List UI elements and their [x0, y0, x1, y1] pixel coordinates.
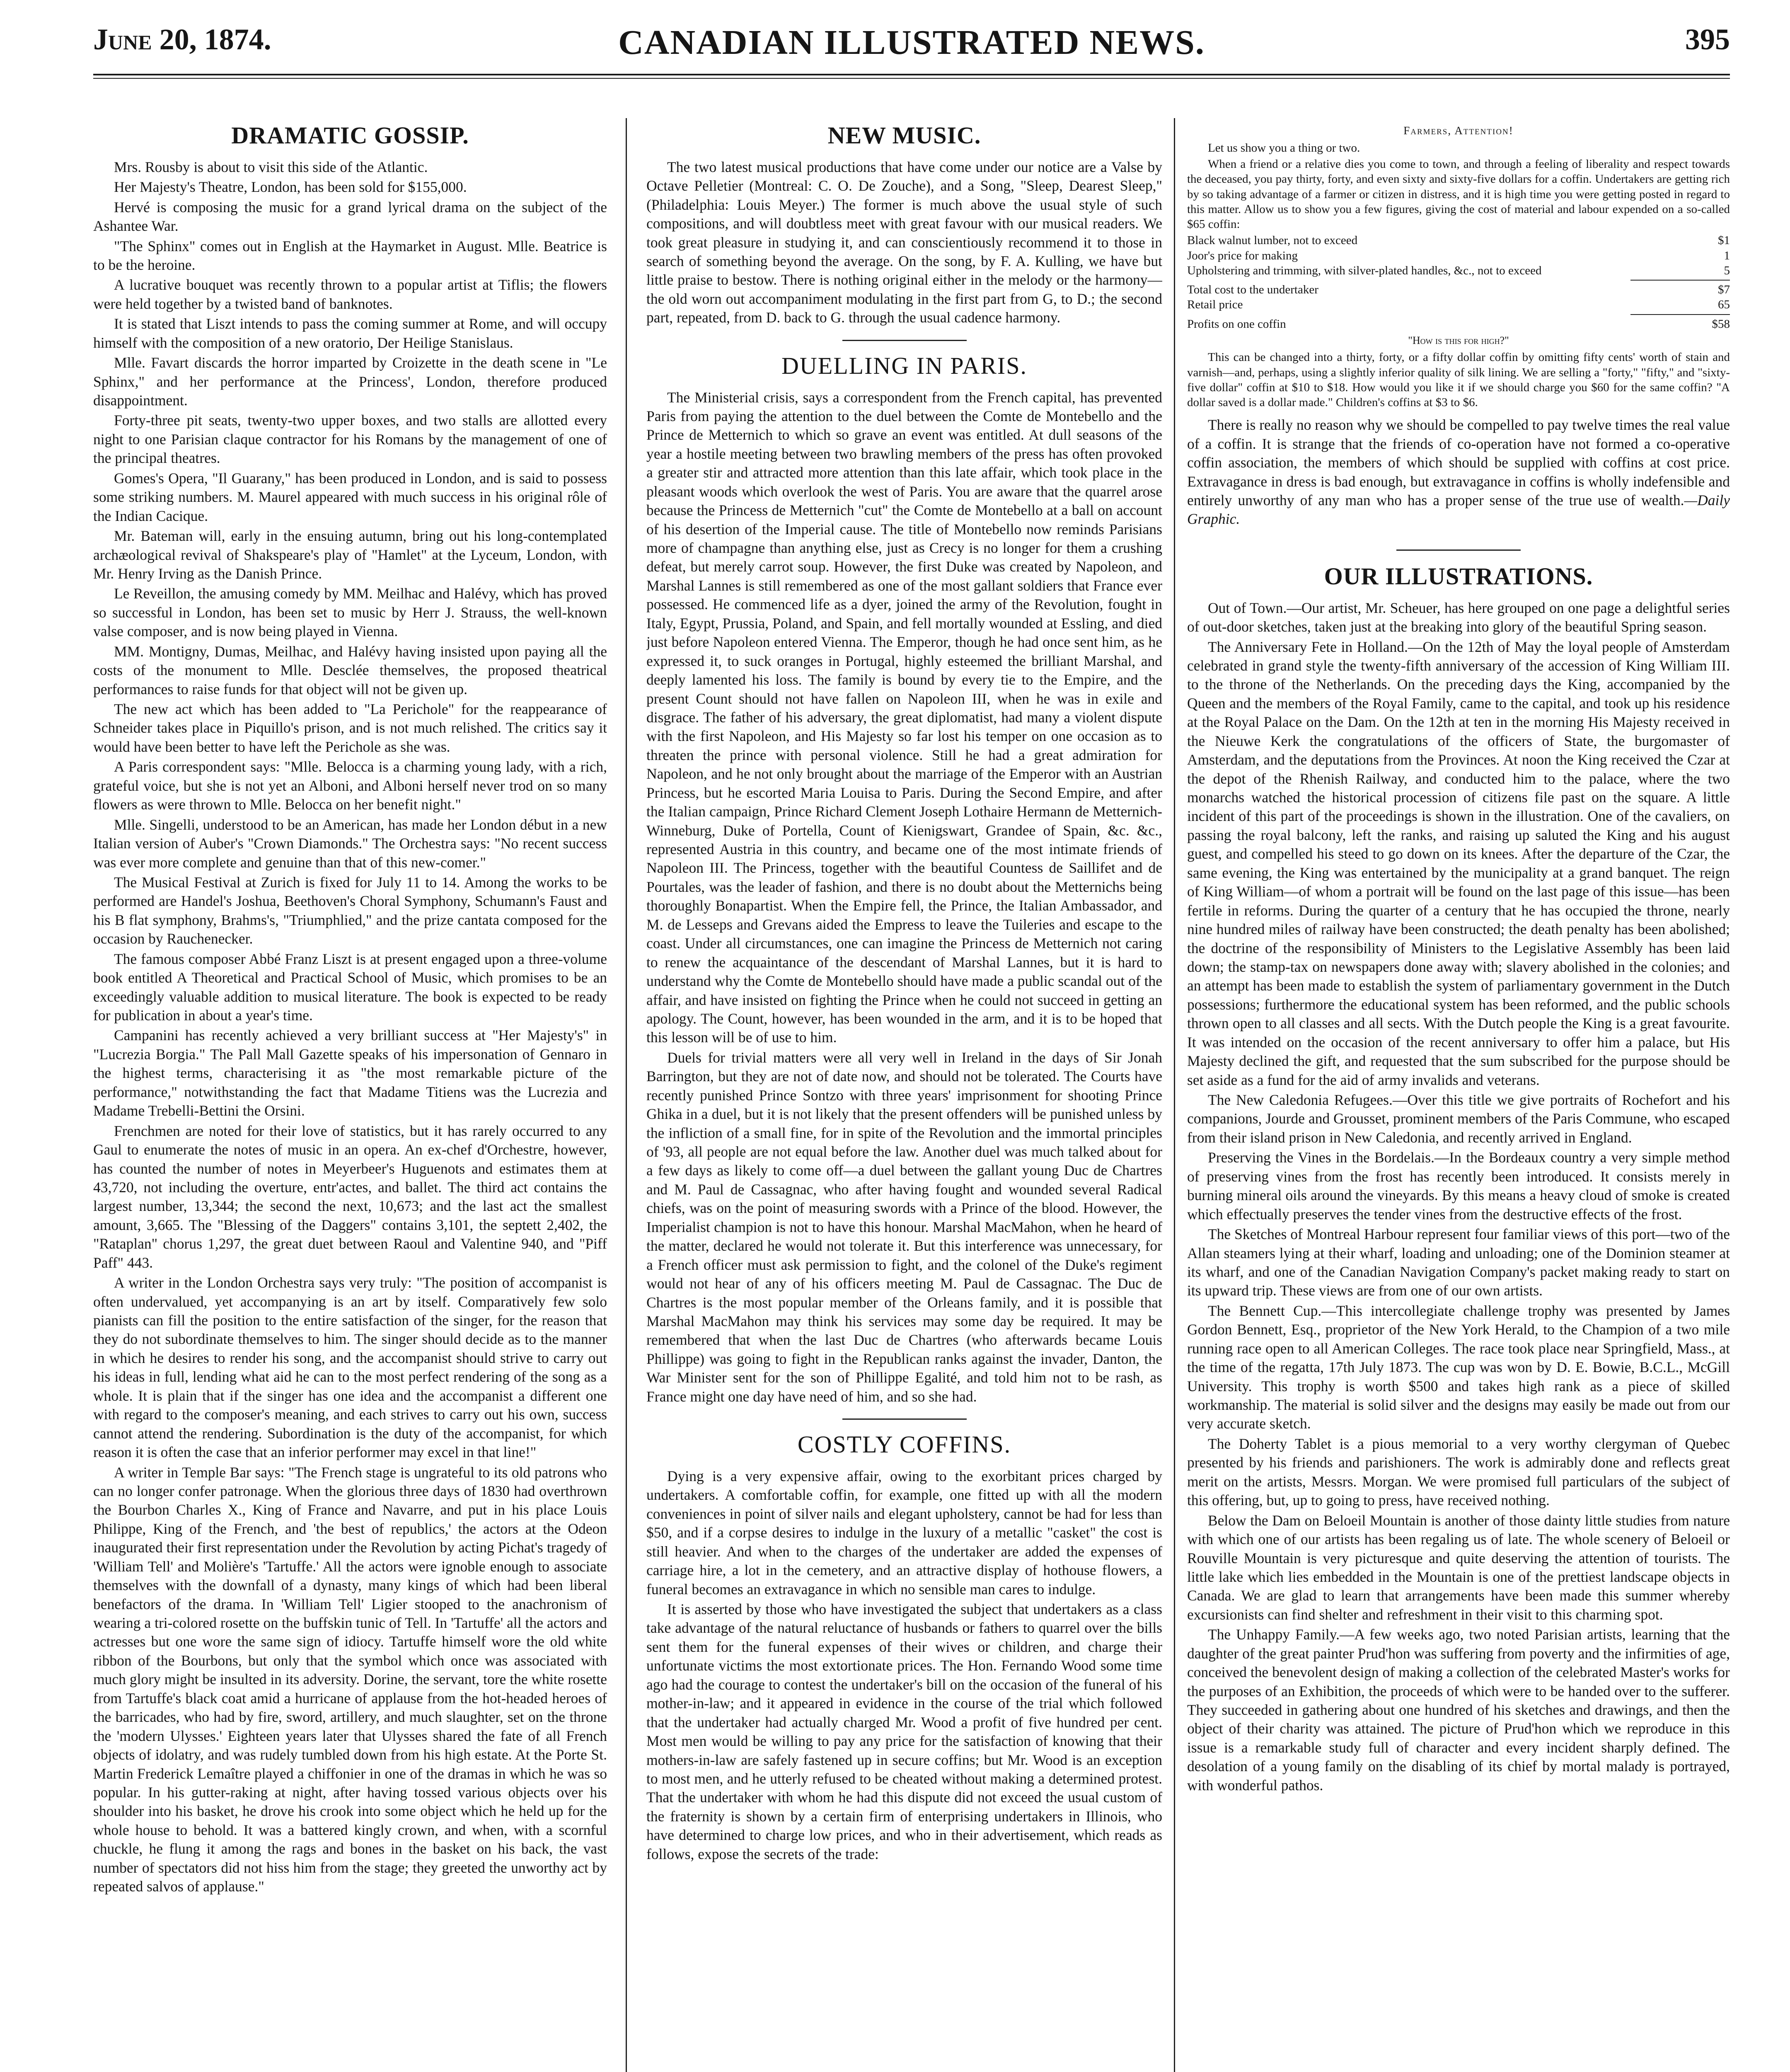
illustrations-paragraph: The Anniversary Fete in Holland.—On the 12th of May the loyal people of Amsterdam celebrated in grand style the twenty-fifth anniversary of the accession of King William III. to the throne of the Netherlands. On the preceding days the King, accompanied by the Queen and the members of the Royal Family, came to the capital, and took up his residence at the Royal Palace on the Dam. On the 12th at ten in the morning His Majesty received in the Nieuwe Kerk the congratulations of the officers of State, the burgomaster of Amsterdam, and the deputations from the Provinces. At noon the King received the Czar at the depot of the Rhenish Railway, and conducted him to the palace, where the two monarchs watched the historical procession of citizens file past on the square. A little incident of this part of the proceedings is shown in the illustration. One of the cavaliers, on passing the royal balcony, left the ranks, and raising up saluted the King and his august guest, and compelled his steed to go down on its knees. After the departure of the Czar, the same evening, the King was entertained by the municipality at a grand banquet. The reign of King William—of whom a portrait will be found on the last page of this issue—has been fertile in reforms. During the quarter of a century that he has occupied the throne, nearly nine hundred miles of railway have been constructed; the death penalty has been abolished; the doctrine of the responsibility of Ministers to the Legislative Assembly has been laid down; the stamp-tax on newspapers done away with; slavery abolished in the colonies; and an attempt has been made to establish the system of parliamentary government in the Dutch possessions; furthermore the educational system has been reformed, and the public schools thrown open to all classes and all sects. With the Dutch people the King is a great favourite. It was intended on the occasion of the recent anniversary to offer him a palace, but His Majesty declined the gift, and requested that the sum subscribed for the purpose should be set aside as a fund for the aid of army invalids and veterans.: [1187, 638, 1730, 1088]
new-music-body: [646, 158, 1162, 327]
price-row: [1187, 263, 1730, 278]
page-header: [93, 14, 1730, 68]
sum-rule: [1630, 314, 1730, 315]
price-row: [1187, 233, 1730, 248]
dramatic-gossip-paragraph: Mrs. Rousby is about to visit this side of the Atlantic.: [114, 158, 428, 175]
price-label: Black walnut lumber, not to exceed: [1187, 234, 1358, 247]
new-music-heading: NEW MUSIC.: [827, 122, 981, 149]
illustrations-heading: OUR ILLUSTRATIONS.: [1324, 562, 1593, 590]
section-divider: [842, 340, 967, 341]
undertaker-advertisement: [1187, 124, 1730, 410]
section-divider: [842, 1418, 967, 1420]
price-amount: $58: [1712, 317, 1730, 331]
section-divider: [1396, 549, 1521, 551]
sum-rule: [1630, 280, 1730, 281]
dramatic-gossip-paragraph: Campanini has recently achieved a very brilliant success at "Her Majesty's" in "Lucrezia Borgia." The Pall Mall Gazette speaks of his impersonation of Gennaro in the highest terms, characterising it as "the most remarkable picture of the performance," notwithstanding the fact that Madame Titiens was the Lucrezia and Madame Trebelli-Bettini the Orsini.: [93, 1027, 607, 1119]
coffins-heading: COSTLY COFFINS.: [797, 1431, 1011, 1458]
illustrations-paragraph: The Unhappy Family.—A few weeks ago, two noted Parisian artists, learning that the daughter of the great painter Prud'hon was suffering from poverty and the infirmities of age, conceived the benevolent design of making a collection of the celebrated Master's works for the purposes of an Exhibition, the proceeds of which were to be handed over to the sufferer. They succeeded in gathering about one hundred of his sketches and drawings, and then the object of their charity was attained. The picture of Prud'hon which we reproduce in this issue is a remarkable study full of character and every incident sharply defined. The desolation of a young family on the disabling of its chief by mortal malady is portrayed, with wonderful pathos.: [1187, 1626, 1730, 1794]
illustrations-paragraph: The Sketches of Montreal Harbour represent four familiar views of this port—two of the Allan steamers lying at their wharf, loading and unloading; one of the Dominion steamer at its wharf, and one of the Canadian Navigation Company's packet making ready to start on its upward trip. These views are from one of our own artists.: [1187, 1226, 1730, 1299]
dramatic-gossip-paragraph: Mlle. Singelli, understood to be an American, has made her London début in a new Italian version of Auber's "Crown Diamonds." The Orchestra says: "No recent success was ever more complete and genuine than that of this new-comer.": [93, 816, 607, 871]
price-row: [1187, 297, 1730, 312]
column-divider-1: [626, 118, 627, 2072]
column-2: [646, 118, 1162, 2072]
dramatic-gossip-paragraph: Mr. Bateman will, early in the ensuing autumn, bring out his long-contemplated archæological revival of Shakspeare's play of "Hamlet" at the Lyceum, London, with Mr. Henry Irving as the Danish Prince.: [93, 528, 607, 582]
price-label: Joor's price for making: [1187, 249, 1298, 262]
price-label: Upholstering and trimming, with silver-plated handles, &c., not to exceed: [1187, 264, 1542, 277]
dramatic-gossip-paragraph: Le Reveillon, the amusing comedy by MM. Meilhac and Halévy, which has proved so successful in London, has been set to music by Herr J. Strauss, the well-known valse composer, and is now being played in Vienna.: [93, 585, 607, 640]
price-amount: $7: [1718, 283, 1730, 296]
dramatic-gossip-paragraph: MM. Montigny, Dumas, Meilhac, and Halévy having insisted upon paying all the costs of the monument to Mlle. Desclée themselves, the proposed theatrical performances to raise funds for that object will not be given up.: [93, 643, 607, 697]
dramatic-gossip-paragraph: Her Majesty's Theatre, London, has been sold for $155,000.: [114, 179, 467, 196]
header-rule-top: [93, 74, 1730, 75]
price-row: [1187, 282, 1730, 297]
advert-line: When a friend or a relative dies you come to town, and through a feeling of liberality and respect towards the deceased, you pay thirty, forty, and even sixty and sixty-five dollars for a coffin. Undertakers are getting rich by so taking advantage of a farmer or citizen in distress, and it is high time you were getting posted in regard to this matter. Allow us to show you a few figures, giving the cost of material and labour expended on a so-called $65 coffin:: [1187, 157, 1730, 231]
dramatic-gossip-paragraph: Mlle. Favart discards the horror imparted by Croizette in the death scene in "Le Sphinx," and her performance at the Princess', London, therefore produced disappointment.: [93, 354, 607, 409]
dramatic-gossip-paragraph: Hervé is composing the music for a grand lyrical drama on the subject of the Ashantee War.: [93, 198, 607, 235]
advert-price-table: [1187, 233, 1730, 332]
illustrations-body: [1187, 599, 1730, 1795]
price-label: Total cost to the undertaker: [1187, 283, 1318, 296]
price-label: Retail price: [1187, 298, 1243, 312]
coffins-body: [646, 1467, 1162, 1864]
dramatic-gossip-heading: DRAMATIC GOSSIP.: [231, 122, 469, 149]
dramatic-gossip-paragraph: A Paris correspondent says: "Mlle. Belocca is a charming young lady, with a rich, grateful voice, but she is not yet an Alboni, and Alboni herself never trod on so many flowers as were thrown to Mlle. Belocca on her benefit night.": [93, 758, 607, 813]
illustrations-paragraph: The Doherty Tablet is a pious memorial to a very worthy clergyman of Quebec presented by his friends and parishioners. The work is admirably done and reflects great merit on the artists, Messrs. Morgan. We were promised full particulars of the subject of this offering, but, up to going to press, have received nothing.: [1187, 1435, 1730, 1509]
duelling-paragraph: The Ministerial crisis, says a correspondent from the French capital, has prevented Paris from paying the attention to the duel between the Comte de Montebello and the Prince de Metternich to which so grave an event was entitled. At dull seasons of the year a hostile meeting between two brawling members of the press has often provoked a greater stir and attracted more attention than this late affair, which took place in the pleasant woods which overlook the west of Paris. You are aware that the quarrel arose because the Princess de Metternich "cut" the Comte de Montebello at a ball on account of his desertion of the Imperial cause. The title of Montebello now reminds Parisians more of champagne than anything else, just as Crecy is no longer for them a crushing defeat, but merely carrot soup. However, the first Duke was created by Napoleon, and Marshal Lannes is still remembered as one of the most gallant soldiers that France ever possessed. He commenced life as a dyer, joined the army of the Revolution, fought in Italy, Egypt, Prussia, Poland, and Spain, and fell mortally wounded at Essling, and died just before Napoleon entered Vienna. The Emperor, though he had once sent him, as he expressed it, to suck oranges in Portugal, highly esteemed the brilliant Marshal, and deeply lamented his loss. The family is bound by every tie to the Empire, and the present Count should not have fallen on Napoleon III, when he was in exile and disgrace. The father of his adversary, the great diplomatist, had many a violent dispute with the first Napoleon, and His Majesty so far lost his temper on one occasion as to threaten the prince with personal violence. Still he had a great admiration for Napoleon, and he not only brought about the marriage of the Emperor with an Austrian Princess, but he escorted Maria Louisa to Paris. During the Second Empire, and after the Italian campaign, Prince Richard Clement Joseph Lothaire Hermann de Metternich-Winneburg, Duke of Portella, Count of Kienigswart, Grandee of Spain, &c. &c., represented Austria in this country, and became one of the most intimate friends of Napoleon III. The Princess, together with the beautiful Countess de Saillifet and de Pourtales, was the leader of fashion, and there is no doubt about the Metternichs being thoroughly Bonapartist. When the Empire fell, the Prince, the Italian Ambassador, and M. de Lesseps and Grevans aided the Empress to leave the Tuileries and escape to the coast. Under all circumstances, one can imagine the Princess de Metternich not caring to renew the acquaintance of the descendant of Marshal Lannes, but it is hard to understand why the Comte de Montebello should have made a public scandal out of the affair, and have insisted on fighting the Prince when he could not succeed in getting an apology. The Count, however, has been wounded in the arm, and it is to be hoped that this lesson will be of use to him.: [646, 389, 1162, 1046]
dramatic-gossip-paragraph: It is stated that Liszt intends to pass the coming summer at Rome, and will occupy himself with the composition of a new oratorio, Der Heilige Stanislaus.: [93, 315, 607, 351]
illustrations-paragraph: The New Caledonia Refugees.—Over this title we give portraits of Rochefort and his companions, Jourde and Grousset, prominent members of the Paris Commune, who escaped from their island prison in New Caledonia, and recently arrived in England.: [1187, 1092, 1730, 1146]
column-3: [1187, 118, 1730, 2072]
duelling-paragraph: Duels for trivial matters were all very well in Ireland in the days of Sir Jonah Barrington, but they are not of date now, and should not be tolerated. The Courts have recently punished Prince Sontzo with three years' imprisonment for shooting Prince Ghika in a duel, but it is not likely that the present offenders will be punished unless by the infliction of a small fine, for in spite of the Revolution and the immortal principles of '93, all people are not equal before the law. Another duel was much talked about for a few days as likely to come off—a duel between the gallant young Duc de Chartres and M. Paul de Cassagnac, who after having fought and wounded several Radical chiefs, was on the point of measuring swords with a Prince of the blood. However, the Imperialist champion is not to have this honour. Marshal MacMahon, when he heard of the matter, declared he would not tolerate it. But this interference was unnecessary, for a French officer must ask permission to fight, and the colonel of the Duke's regiment would not hear of any of his officers meeting M. Paul de Cassagnac. The Duc de Chartres is the most popular member of the Orleans family, and it is possible that Marshal MacMahon may think his services may some day be required. It may be remembered that when the last Duc de Chartres (who afterwards became Louis Phillippe) was going to fight in the Republican ranks against the invader, Danton, the War Minister sent for the son of Phillippe Egalité, and told him not to be rash, as France might one day have need of him, and so she had.: [646, 1049, 1162, 1405]
dramatic-gossip-paragraph: Forty-three pit seats, twenty-two upper boxes, and two stalls are allotted every night to one Parisian claque contractor for his Romans by the management of one of the principal theatres.: [93, 412, 607, 467]
illustrations-paragraph: The Bennett Cup.—This intercollegiate challenge trophy was presented by James Gordon Bennett, Esq., proprietor of the New York Herald, to the Champion of a two mile running race open to all American Colleges. The race took place near Springfield, Mass., at the time of the regatta, 17th July 1873. The cup was won by D. E. Bowie, B.C.L., McGill University. This trophy is worth $500 and takes high rank as a piece of skilled workmanship. The material is solid silver and the designs may easily be made out from our very accurate sketch.: [1187, 1302, 1730, 1432]
price-amount: 1: [1724, 249, 1730, 262]
duelling-heading: DUELLING IN PARIS.: [781, 352, 1027, 379]
coffins-source: —Daily Graphic.: [1187, 492, 1730, 528]
dramatic-gossip-paragraph: Gomes's Opera, "Il Guarany," has been produced in London, and is said to possess some striking numbers. M. Maurel appeared with much success in his original rôle of the Indian Cacique.: [93, 470, 607, 524]
advert-lines: [1187, 140, 1730, 232]
illustrations-paragraph: Below the Dam on Beloeil Mountain is another of those dainty little studies from nature with which one of our artists has been regaling us of late. The whole scenery of Beloeil or Rouville Mountain is very picturesque and quite deserving the attention of tourists. The little lake which lies embedded in the Mountain is one of the prettiest landscape objects in Canada. We are glad to learn that arrangements have been made this summer whereby excursionists can find shelter and refreshment in their visit to this charming spot.: [1187, 1512, 1730, 1623]
dramatic-gossip-body: [93, 158, 607, 1896]
page-number: 395: [1685, 23, 1730, 56]
dramatic-gossip-paragraph: A writer in the London Orchestra says very truly: "The position of accompanist is often undervalued, yet accompanying is an art by itself. Comparatively few solo pianists can fill the position to the entire satisfaction of the singer, for the reason that they do not subordinate themselves to him. The singer should decide as to the manner in which he desires to render his song, and the accompanist should strive to carry out his ideas in full, lending what aid he can to the most perfect rendering of the song as a whole. It is plain that if the singer has one idea and the accompanist a different one with regard to the composer's meaning, and each strives to carry out his own, success cannot attend the rendering. Subordination is the duty of the accompanist, for which reason it is often the case that an inferior performer may excel in that line!": [93, 1274, 607, 1461]
price-label: Profits on one coffin: [1187, 317, 1286, 331]
column-divider-2: [1174, 118, 1175, 2072]
price-amount: 5: [1724, 264, 1730, 277]
dramatic-gossip-paragraph: A lucrative bouquet was recently thrown to a popular artist at Tiflis; the flowers were held together by a twisted band of banknotes.: [93, 276, 607, 312]
price-amount: $1: [1718, 234, 1730, 247]
advert-tail: This can be changed into a thirty, forty, or a fifty dollar coffin by omitting fifty cents' worth of stain and varnish—and, perhaps, using a slightly inferior quality of silk lining. We are selling a "forty," "fifty," and "sixty-five dollar" coffin at $10 to $18. How would you like it if we should charge you $60 for the same coffin? "A dollar saved is a dollar made." Children's coffins at $3 to $6.: [1187, 351, 1730, 409]
dramatic-gossip-paragraph: A writer in Temple Bar says: "The French stage is ungrateful to its old patrons who can no longer confer patronage. When the glorious three days of 1830 had overthrown the Bourbon Charles X., King of France and Navarre, and put in his place Louis Philippe, King of the French, and 'the best of republics,' the actors at the Odeon inaugurated their first representation under the Revolution by acting Pichat's tragedy of 'William Tell' and Molière's 'Tartuffe.' All the actors were ignoble enough to associate themselves with the downfall of a dynasty, many kings of which had been liberal benefactors of the drama. In 'William Tell' Ligier stooped to the anachronism of wearing a tri-colored rosette on the buffskin tunic of Tell. In 'Tartuffe' all the actors and actresses but one wore the same sign of idiocy. Tartuffe himself wore the old white ribbon of the Bourbons, but only that the symbol which once was associated with much glory might be insulted in its adversity. Dorine, the servant, tore the white rosette from Tartuffe's black coat amid a hurricane of applause from the hot-headed heroes of the barricades, who had by fire, sword, artillery, and much slaughter, set on the throne the 'modern Ulysses.' Eighteen years later that Ulysses shared the fate of all French objects of idolatry, and was rudely tumbled down from his high estate. At the Porte St. Martin Frederick Lemaître played a chiffonier in one of the dramas in which he was so popular. In his gutter-raking at night, after having tossed various objects over his shoulder into his basket, he drove his crook into some object which he held up for the whole house to behold. It was a battered kingly crown, and when, with a scornful chuckle, he flung it among the rags and bones in the basket on his back, the vast number of spectators did not hiss him from the stage; they greeted the unworthy act by repeated salvos of applause.": [93, 1464, 607, 1895]
dramatic-gossip-paragraph: The new act which has been added to "La Perichole" for the reappearance of Schneider takes place in Piquillo's prison, and is not much relished. The critics say it would have been better to have left the Perichole as she was.: [93, 701, 607, 755]
dramatic-gossip-paragraph: Frenchmen are noted for their love of statistics, but it has rarely occurred to any Gaul to enumerate the notes of music in an opera. An ex-chef d'Orchestre, however, has counted the number of notes in Meyerbeer's Huguenots and estimates them at 43,720, not including the overture, entr'actes, and ballet. The third act contains the largest number, 13,344; the second the next, 10,673; and the last act the smallest amount, 3,665. The "Blessing of the Daggers" contains 3,101, the septett 2,402, the "Rataplan" chorus 1,297, the great duet between Raoul and Valentine 940, and "Piff Paff" 443.: [93, 1122, 607, 1271]
new-music-paragraph: The two latest musical productions that have come under our notice are a Valse by Octave Pelletier (Montreal: C. O. De Zouche), and a Song, "Sleep, Dearest Sleep," (Philadelphia: Louis Meyer.) The former is much above the usual style of such compositions, and will doubtless meet with great favour with our musical readers. We took great pleasure in studying it, and can conscientiously recommend it to those in search of something beyond the average. On the song, by F. A. Kulling, we have but little praise to bestow. There is nothing original either in the melody or the harmony—the old worn out accompaniment modulating in the first part from G, to D.; the second part, repeated, from D. back to G. through the usual cadence harmony.: [646, 158, 1162, 326]
advert-heading: Farmers, Attention!: [1403, 124, 1514, 137]
price-row: [1187, 248, 1730, 263]
price-amount: 65: [1718, 298, 1730, 312]
illustrations-paragraph: Out of Town.—Our artist, Mr. Scheuer, has here grouped on one page a delightful series of out-door sketches, taken just at the breaking into glory of the beautiful Spring season.: [1187, 599, 1730, 635]
dramatic-gossip-paragraph: "The Sphinx" comes out in English at the Haymarket in August. Mlle. Beatrice is to be the heroine.: [93, 237, 607, 273]
masthead-title: CANADIAN ILLUSTRATED NEWS.: [618, 23, 1205, 62]
illustrations-paragraph: Preserving the Vines in the Bordelais.—In the Bordeaux country a very simple method of preserving vines from the frost has recently been introduced. It consists merely in burning mineral oils around the vineyards. By this means a heavy cloud of smoke is created which effectually preserves the tender vines from the destructive effects of the frost.: [1187, 1149, 1730, 1222]
column-1: [93, 118, 607, 2072]
issue-date: June 20, 1874.: [93, 23, 271, 56]
dramatic-gossip-paragraph: The Musical Festival at Zurich is fixed for July 11 to 14. Among the works to be performed are Handel's Joshua, Beethoven's Choral Symphony, Schumann's Faust and his B flat symphony, Brahms's, "Triumphlied," and the prize cantata composed for the occasion by Rauchenecker.: [93, 874, 607, 947]
dramatic-gossip-paragraph: The famous composer Abbé Franz Liszt is at present engaged upon a three-volume book entitled A Theoretical and Practical School of Music, which promises to be an exceedingly valuable addition to musical literature. The book is expected to be ready for publication in about a year's time.: [93, 950, 607, 1024]
price-row: [1187, 317, 1730, 332]
coffins-paragraph: Dying is a very expensive affair, owing to the exorbitant prices charged by undertakers. A comfortable coffin, for example, one fitted up with all the modern conveniences in point of silver nails and elegant upholstery, cannot be had for less than $50, and if a corpse desires to indulge in the luxury of a metallic "casket" the cost is still heavier. And when to the charges of the undertaker are added the expenses of carriage hire, a lot in the cemetery, and an attractive display of hothouse flowers, a funeral becomes an extravagance in which no sensible man cares to indulge.: [646, 1467, 1162, 1598]
coffins-closing: There is really no reason why we should be compelled to pay twelve times the real value of a coffin. It is strange that the friends of co-operation have not formed a co-operative coffin association, the members of which should be supplied with coffins at cost price. Extravagance in dress is bad enough, but extravagance in coffins is wholly indefensible and entirely unworthy of any man who has a proper sense of the true use of wealth.: [1187, 416, 1730, 508]
advert-line: Let us show you a thing or two.: [1208, 141, 1360, 155]
coffins-paragraph: It is asserted by those who have investigated the subject that undertakers as a class take advantage of the natural reluctance of husbands or fathers to quarrel over the bills sent them for the funeral expenses of their wives or children, and charge their unfortunate victims the most extortionate prices. The Hon. Fernando Wood some time ago had the courage to contest the undertaker's bill on the occasion of the funeral of his mother-in-law; and it appeared in evidence in the course of the trial which followed that the undertaker had actually charged Mr. Wood a profit of five hundred per cent. Most men would be willing to pay any price for the satisfaction of knowing that their mothers-in-law are safely fastened up in secure coffins; but Mr. Wood is an exception to most men, and he utterly refused to be cheated without making a determined protest. That the undertaker with whom he had this dispute did not exceed the usual custom of the fraternity is shown by a certain firm of enterprising undertakers in Illinois, who have determined to charge low prices, and who in their advertisement, which reads as follows, expose the secrets of the trade:: [646, 1601, 1162, 1862]
header-rule-bottom: [93, 78, 1730, 79]
duelling-body: [646, 388, 1162, 1406]
advert-footer: "How is this for high?": [1408, 334, 1509, 346]
